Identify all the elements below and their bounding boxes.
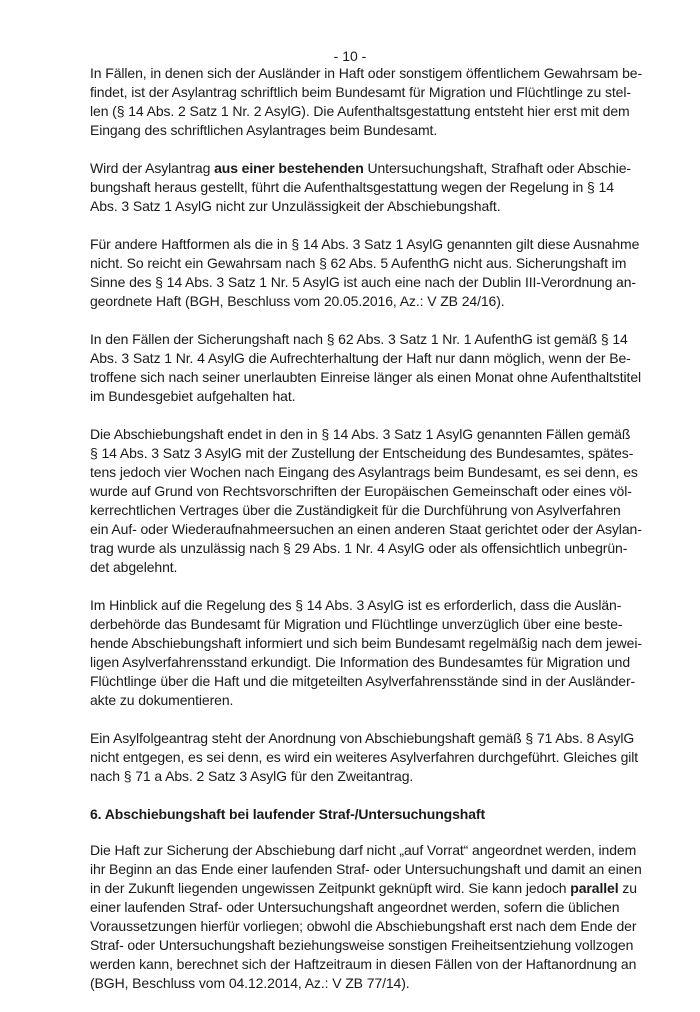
paragraph-authority-information [90,596,642,710]
text-line: akte zu dokumentieren. [90,692,234,708]
text-line: (BGH, Beschluss vom 04.12.2014, Az.: V ZB 77/14). [90,975,410,991]
text-line: bungshaft heraus gestellt, führt die Aufenthaltsgestattung wegen der Regelung in § 14 [90,179,614,195]
text-line: nicht. So reicht ein Gewahrsam nach § 62 Abs. 5 AufenthG nicht aus. Sicherungshaft im [90,255,627,271]
document-body [90,64,643,1012]
text-line: Ein Asylfolgeantrag steht der Anordnung von Abschiebungshaft gemäß § 71 Abs. 8 AsylG [90,730,635,746]
text-line [90,159,631,178]
text-line: § 14 Abs. 3 Satz 3 AsylG mit der Zustellung der Entscheidung des Bundesamtes, spätes- [90,445,634,461]
text-line: In den Fällen der Sicherungshaft nach § 62 Abs. 3 Satz 1 Nr. 1 AufenthG ist gemäß § 14 [90,331,628,347]
text-line: nach § 71 a Abs. 2 Satz 3 AsylG für den Zweitantrag. [90,768,414,784]
text-line: Flüchtlinge über die Haft und die mitgeteilten Asylverfahrensstände sind in der Ausländer- [90,673,636,689]
emphasis-text: parallel [570,880,619,896]
text-line: einer laufenden Straf- oder Untersuchungshaft angeordnet werden, sofern die üblichen [90,899,620,915]
text-line: Voraussetzungen hierfür vorliegen; obwohl die Abschiebungshaft erst nach dem Ende der [90,918,637,934]
text-line: Die Haft zur Sicherung der Abschiebung darf nicht „auf Vorrat“ angeordnet werden, indem [90,842,637,858]
text-line: geordnete Haft (BGH, Beschluss vom 20.05.2016, Az.: V ZB 24/16). [90,293,505,309]
text-run: Untersuchungshaft, Strafhaft oder Abschie- [363,160,631,176]
text-line: ein Auf- oder Wiederaufnahmeersuchen an einen anderen Staat gerichtet oder der Asylan- [90,521,642,537]
section-heading-text: 6. Abschiebungshaft bei laufender Straf-/Untersuchungshaft [90,806,486,822]
text-line: Sinne des § 14 Abs. 3 Satz 1 Nr. 5 AsylG ist auch eine nach der Dublin III-Verordnung an- [90,274,636,290]
text-line: Abs. 3 Satz 1 AsylG nicht zur Unzulässigkeit der Abschiebungshaft. [90,198,501,214]
section-heading [90,805,610,824]
text-line: im Bundesgebiet aufgehalten hat. [90,388,296,404]
paragraph-existing-custody [90,159,631,216]
paragraph-parallel-custody [90,841,642,993]
page-number: - 10 - [333,48,367,64]
paragraph-other-detention-forms [90,235,640,311]
paragraph-follow-up-application [90,729,639,786]
text-line [90,879,637,898]
text-line: In Fällen, in denen sich der Ausländer in Haft oder sonstigem öffentlichem Gewahrsam be- [90,65,643,81]
paragraph-custody-application [90,64,643,140]
text-line: werden kann, berechnet sich der Haftzeitraum in diesen Fällen von der Haftanordnung an [90,956,637,972]
paragraph-detention-end [90,425,642,577]
paragraph-security-detention [90,330,642,406]
text-line: len (§ 14 Abs. 2 Satz 1 Nr. 2 AsylG). Die Aufenthaltsgestattung entsteht hier erst mit dem [90,103,630,119]
text-line: troffene sich nach seiner unerlaubten Einreise länger als einen Monat ohne Aufenthaltstitel [90,369,642,385]
text-run: zu [618,880,637,896]
text-line: det abgelehnt. [90,559,178,575]
text-run: in der Zukunft liegenden ungewissen Zeitpunkt geknüpft wird. Sie kann jedoch [90,880,571,896]
text-line: ihr Beginn an das Ende einer laufenden Straf- oder Untersuchungshaft und damit an einen [90,861,642,877]
text-line: ligen Asylverfahrensstand erkundigt. Die Information des Bundesamtes für Migration und [90,654,631,670]
text-line: Eingang des schriftlichen Asylantrages beim Bundesamt. [90,122,438,138]
emphasis-text: aus einer bestehenden [214,160,364,176]
text-line: Die Abschiebungshaft endet in den in § 14 Abs. 3 Satz 1 AsylG genannten Fällen gemäß [90,426,631,442]
text-line: nicht entgegen, es sei denn, es wird ein weiteres Asylverfahren durchgeführt. Gleiches gilt [90,749,639,765]
text-line: trag wurde als unzulässig nach § 29 Abs. 1 Nr. 4 AsylG oder als offensichtlich unbegrün- [90,540,628,556]
text-line: kerrechtlichen Vertrages über die Zuständigkeit für die Durchführung von Asylverfahren [90,502,621,518]
text-line: Abs. 3 Satz 1 Nr. 4 AsylG die Aufrechterhaltung der Haft nur dann möglich, wenn der Be- [90,350,631,366]
text-line: findet, ist der Asylantrag schriftlich beim Bundesamt für Migration und Flüchtlinge zu stel- [90,84,631,100]
text-line: hende Abschiebungshaft informiert und sich beim Bundesamt regelmäßig nach dem jewei- [90,635,642,651]
text-line: Straf- oder Untersuchungshaft beziehungsweise sonstigen Freiheitsentziehung vollzogen [90,937,634,953]
text-line: wurde auf Grund von Rechtsvorschriften der Europäischen Gemeinschaft oder eines völ- [90,483,632,499]
text-line: Für andere Haftformen als die in § 14 Abs. 3 Satz 1 AsylG genannten gilt diese Ausnahme [90,236,640,252]
text-line: Im Hinblick auf die Regelung des § 14 Abs. 3 AsylG ist es erforderlich, dass die Auslän- [90,597,622,613]
text-line: derbehörde das Bundesamt für Migration und Flüchtlinge unverzüglich über eine beste- [90,616,623,632]
text-line: tens jedoch vier Wochen nach Eingang des Asylantrags beim Bundesamt, es sei denn, es [90,464,638,480]
text-run: Wird der Asylantrag [90,160,215,176]
